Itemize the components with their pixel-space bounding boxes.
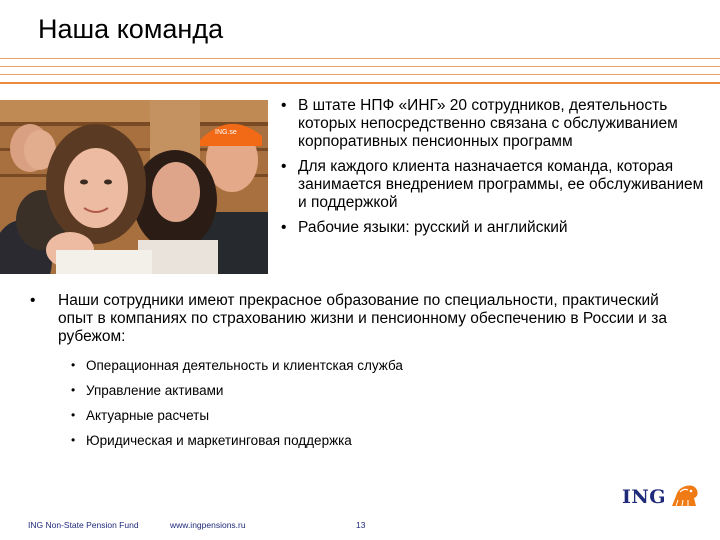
list-item: • Рабочие языки: русский и английский: [280, 219, 710, 237]
list-item: • Для каждого клиента назначается команда, которая занимается внедрением программы, ее обслуживанием и поддержкой: [280, 158, 710, 212]
lion-icon: [670, 482, 700, 508]
main-bullet-list: [28, 292, 688, 346]
footer-url[interactable]: www.ingpensions.ru: [170, 520, 246, 530]
list-item: • Операционная деятельность и клиентская служба: [70, 357, 670, 382]
team-photo: [0, 100, 268, 274]
header-divider: [0, 74, 720, 75]
list-item: • Наши сотрудники имеют прекрасное образование по специальности, практический опыт в компаниях по страхованию жизни и пенсионному обеспечению в России и за рубежом:: [28, 292, 688, 346]
list-item: • В штате НПФ «ИНГ» 20 сотрудников, деятельность которых непосредственно связана с обслуживанием корпоративных пенсионных программ: [280, 97, 710, 151]
slide-title: Наша команда: [38, 14, 224, 44]
list-item: • Юридическая и маркетинговая поддержка: [70, 432, 670, 457]
list-item: • Управление активами: [70, 382, 670, 407]
header-divider: [0, 66, 720, 67]
cap-text: ING.se: [215, 129, 237, 136]
top-bullet-list: [280, 97, 710, 244]
logo-text: ING: [622, 486, 666, 508]
page-number: 13: [356, 520, 366, 530]
ing-logo: [622, 482, 702, 510]
footer-fund-name: ING Non-State Pension Fund: [28, 520, 139, 530]
team-photo-illustration: [0, 100, 268, 274]
header-divider: [0, 82, 720, 84]
header-divider: [0, 58, 720, 59]
sub-bullet-list: [70, 357, 670, 457]
list-item: • Актуарные расчеты: [70, 407, 670, 432]
